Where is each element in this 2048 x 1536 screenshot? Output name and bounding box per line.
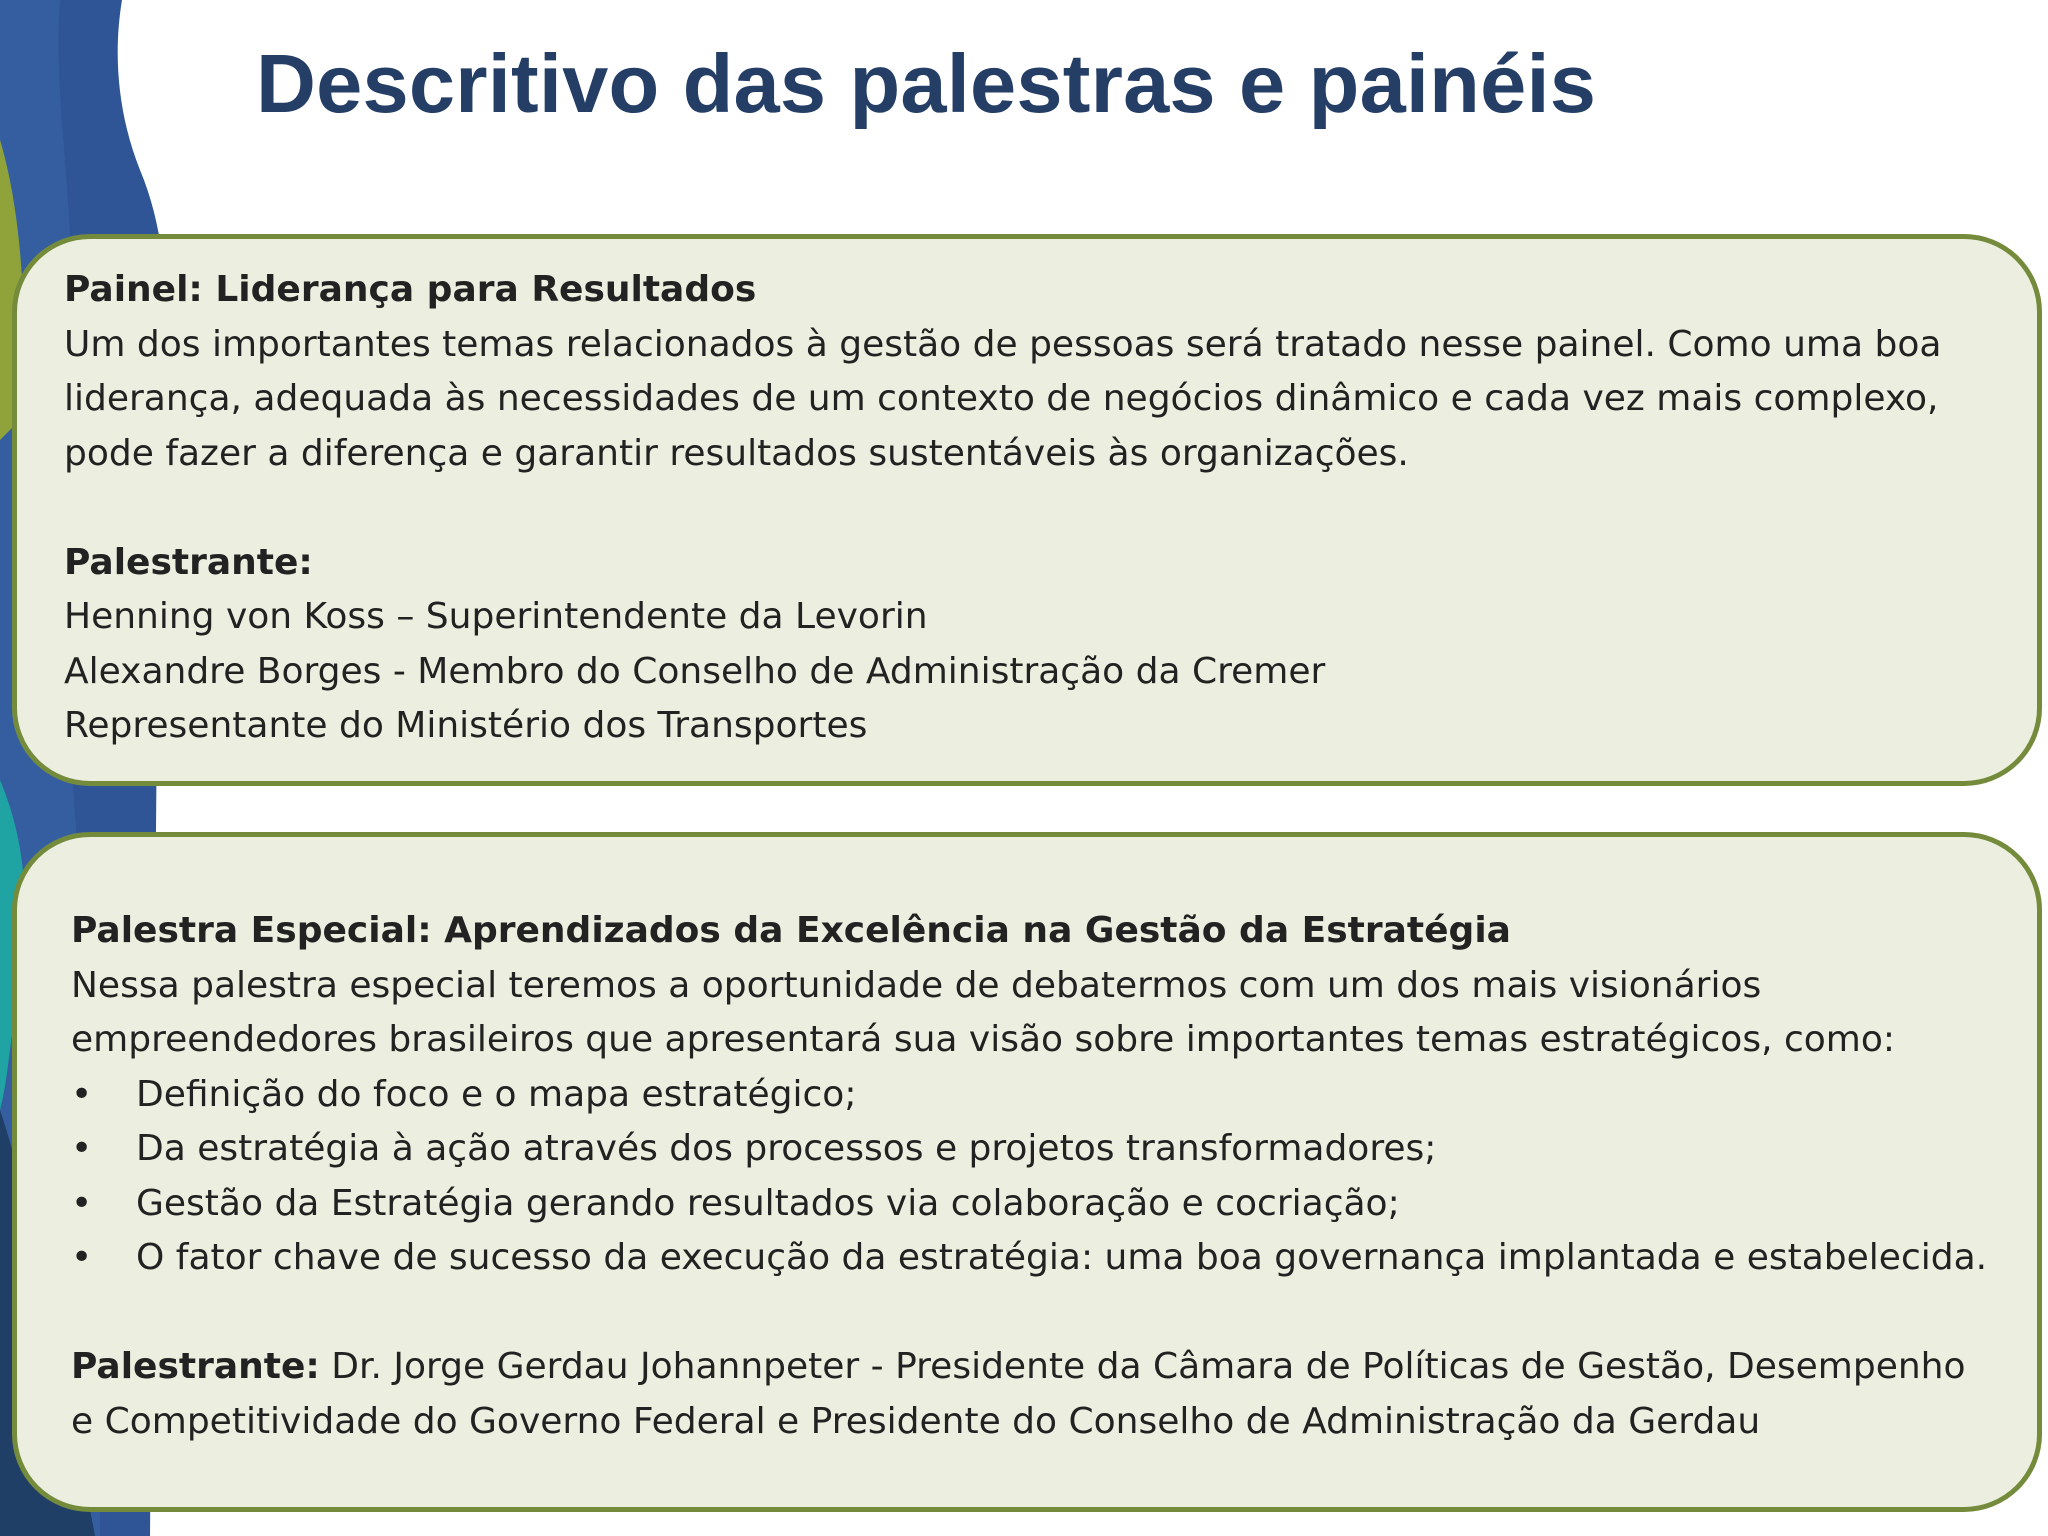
- intro-line: empreendedores brasileiros que apresentará sua visão sobre importantes temas estratégicos, como:: [71, 1019, 1896, 1060]
- bullet-icon: •: [71, 1128, 93, 1169]
- topic-text: Gestão da Estratégia gerando resultados via colaboração e cocriação;: [136, 1182, 1400, 1224]
- topic-text: Da estratégia à ação através dos processos e projetos transformadores;: [136, 1128, 1437, 1169]
- topics-list: [71, 1068, 1997, 1286]
- speaker-item: Representante do Ministério dos Transportes: [64, 705, 868, 746]
- panel-heading: Palestra Especial: Aprendizados da Excelência na Gestão da Estratégia: [71, 910, 1511, 951]
- speaker-line: e Competitividade do Governo Federal e Presidente do Conselho de Administração da Gerdau: [71, 1400, 1761, 1442]
- speaker-text: Dr. Jorge Gerdau Johannpeter - Presidente da Câmara de Políticas de Gestão, Desempenho: [319, 1346, 1966, 1387]
- bullet-icon: •: [71, 1073, 93, 1115]
- topic-item: [71, 1177, 1997, 1232]
- speaker-label: Palestrante:: [71, 1346, 320, 1387]
- speakers-label: Palestrante:: [64, 541, 313, 583]
- slide-title: Descritivo das palestras e painéis: [256, 37, 1597, 130]
- speaker-item: Henning von Koss – Superintendente da Levorin: [64, 596, 928, 637]
- panel-palestra-especial: [12, 832, 2042, 1512]
- topic-item: [71, 1231, 1997, 1286]
- topic-text: Definição do foco e o mapa estratégico;: [136, 1073, 857, 1115]
- bullet-icon: •: [71, 1237, 93, 1278]
- speaker-item: Alexandre Borges - Membro do Conselho de Administração da Cremer: [64, 650, 1326, 692]
- topic-text: O fator chave de sucesso da execução da estratégia: uma boa governança implantada e estabelecida.: [136, 1237, 1988, 1278]
- description-line: liderança, adequada às necessidades de um contexto de negócios dinâmico e cada vez mais complexo,: [64, 378, 1939, 419]
- intro-line: Nessa palestra especial teremos a oportunidade de debatermos com um dos mais visionários: [71, 964, 1762, 1006]
- spacer: [71, 1286, 1997, 1341]
- topic-item: [71, 1068, 1997, 1123]
- description-line: pode fazer a diferença e garantir resultados sustentáveis às organizações.: [64, 432, 1409, 474]
- panel-heading: Painel: Liderança para Resultados: [64, 269, 757, 310]
- panel-lideranca: [12, 234, 2042, 786]
- speaker-line: [71, 1340, 1997, 1395]
- bullet-icon: •: [71, 1182, 93, 1224]
- description-line: Um dos importantes temas relacionados à gestão de pessoas será tratado nesse painel. Como uma boa: [64, 323, 1942, 365]
- topic-item: [71, 1122, 1997, 1177]
- spacer: [64, 481, 1997, 536]
